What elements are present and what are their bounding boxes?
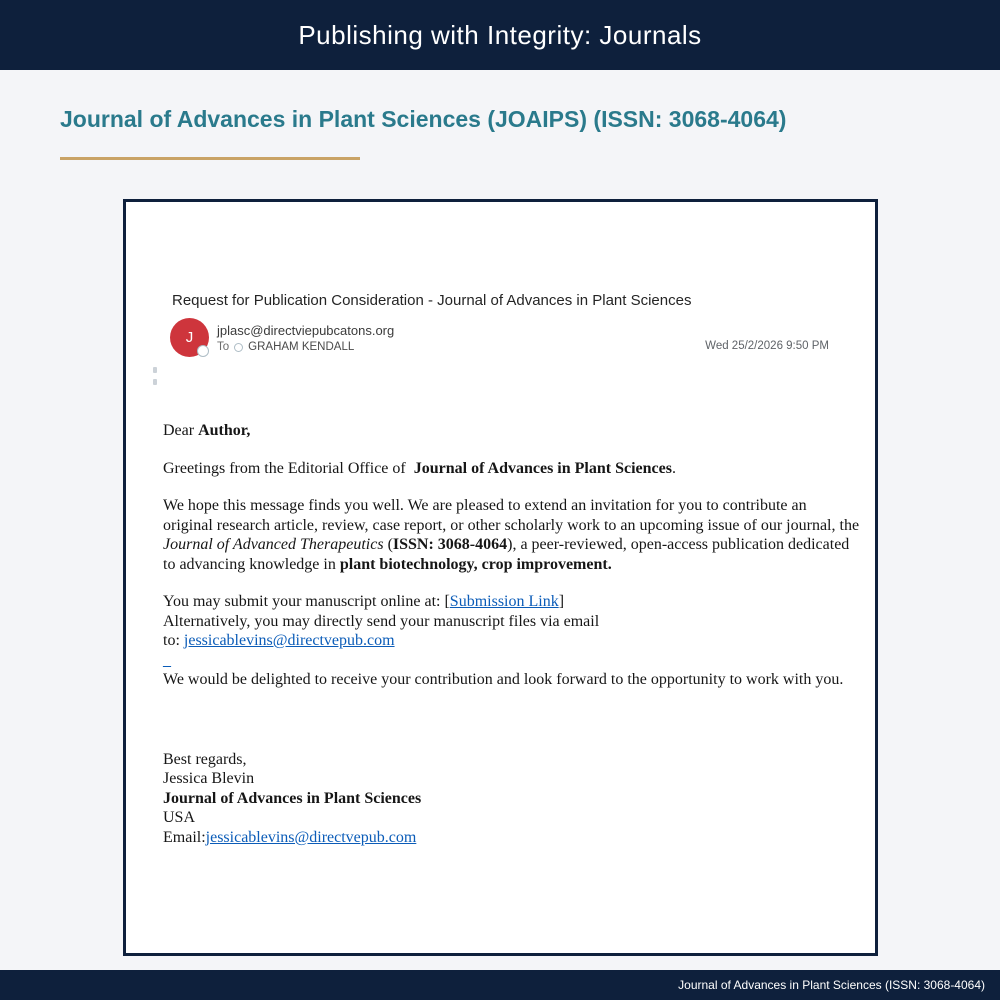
site-title: Publishing with Integrity: Journals <box>298 19 702 50</box>
screenshot-artifact <box>153 379 157 385</box>
recipient-line <box>217 341 354 353</box>
email-link[interactable]: jessicablevins@directvepub.com <box>205 828 417 846</box>
body-text: Dear <box>163 422 199 439</box>
email-link[interactable]: jessicablevins@directvepub.com <box>183 632 395 649</box>
body-text: Journal of Advances in Plant Sciences <box>413 459 672 477</box>
top-banner <box>0 0 1000 70</box>
body-text: ( <box>383 536 393 553</box>
body-text: , a peer-reviewed, open-access publication dedicated to advancing knowledge in <box>163 536 854 573</box>
body-text: ] <box>558 593 565 610</box>
sender-avatar[interactable] <box>170 318 209 357</box>
email-link[interactable]: Submission Link <box>449 593 559 610</box>
body-text: to: <box>163 632 184 649</box>
email-subject: Request for Publication Consideration - Journal of Advances in Plant Sciences <box>172 292 692 309</box>
body-text: We would be delighted to receive your contribution and look forward to the opportunity to work with you. <box>163 671 844 688</box>
body-text: You may submit your manuscript online at: [ <box>163 593 450 610</box>
email-body <box>163 421 864 865</box>
email-link[interactable]: _ <box>163 651 171 669</box>
body-text: Email: <box>163 828 206 846</box>
recipient-name[interactable]: GRAHAM KENDALL <box>248 341 355 353</box>
body-text: . <box>671 459 676 477</box>
footer-text: Journal of Advances in Plant Sciences (ISSN: 3068-4064) <box>678 978 985 992</box>
sender-email[interactable]: jplasc@directviepubcatons.org <box>217 323 395 338</box>
recipient-presence-icon <box>234 343 243 352</box>
email-date: Wed 25/2/2026 9:50 PM <box>705 340 829 352</box>
body-text: Journal of Advanced Therapeutics <box>163 536 384 553</box>
body-text: plant biotechnology, crop improvement. <box>339 555 612 573</box>
email-card <box>123 199 878 956</box>
title-underline <box>60 157 360 160</box>
body-text: Jessica Blevin <box>163 770 255 787</box>
body-text: Author, <box>198 422 251 439</box>
body-text: Alternatively, you may directly send your manuscript files via email <box>163 612 600 630</box>
body-text: Greetings from the Editorial Office of <box>163 459 414 477</box>
presence-icon <box>197 345 209 357</box>
body-text: ) <box>507 536 513 553</box>
to-label: To <box>217 341 230 353</box>
body-text: USA <box>163 809 196 826</box>
body-text: ISSN: 3068-4064 <box>392 536 508 553</box>
body-text: We hope this message finds you well. We are pleased to extend an invitation for you to contribute an original research article, review, case report, or other scholarly work to an upcoming issue of our journal, the <box>163 497 864 534</box>
screenshot-artifact <box>153 367 157 373</box>
footer-bar <box>0 970 1000 1000</box>
page-title: Journal of Advances in Plant Sciences (JOAIPS) (ISSN: 3068-4064) <box>60 106 787 132</box>
body-text: Journal of Advances in Plant Sciences <box>163 789 422 807</box>
body-text: Best regards, <box>163 750 247 768</box>
avatar-initial: J <box>185 329 194 346</box>
